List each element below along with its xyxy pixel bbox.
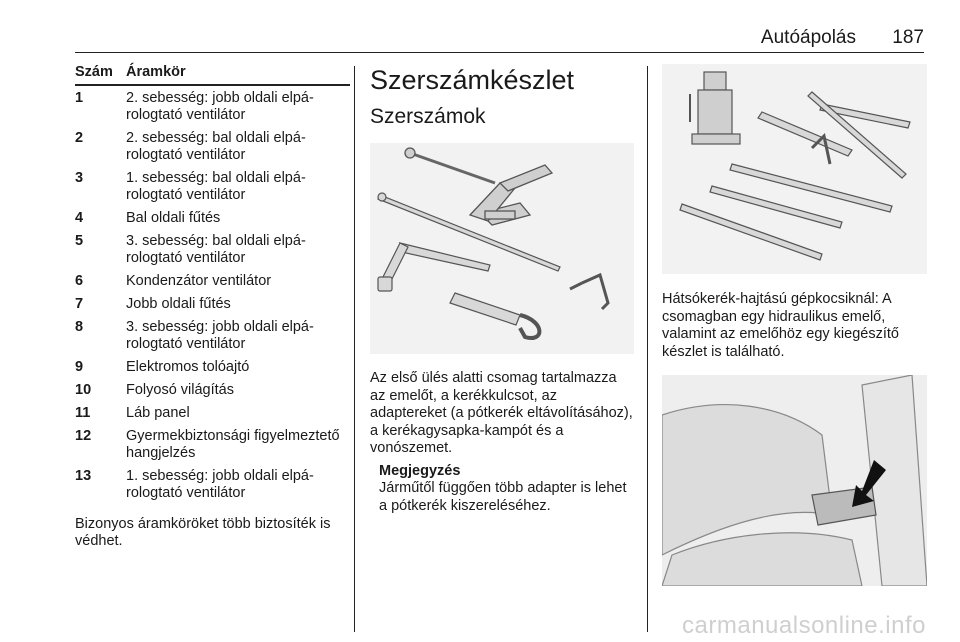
- seat-storage-illustration: [662, 375, 927, 586]
- section-subheading: Szerszámok: [370, 105, 486, 128]
- table-row: [75, 424, 350, 464]
- column-divider: [647, 66, 648, 632]
- table-row: [75, 206, 350, 229]
- page-number: 187: [892, 27, 924, 48]
- fuse-number: 13: [75, 468, 92, 484]
- fuse-number: 1: [75, 90, 84, 106]
- table-row: [75, 86, 350, 126]
- hydraulic-jack-kit-illustration: [662, 64, 927, 274]
- fuse-number: 5: [75, 233, 84, 249]
- column-header-circuit: Áramkör: [126, 64, 186, 80]
- table-row: [75, 126, 350, 166]
- adapter-icon: [450, 293, 539, 338]
- table-row: [75, 229, 350, 269]
- fuse-circuit: 2. sebesség: jobb oldali elpárologtató ventilátor: [126, 90, 314, 123]
- fuse-number: 9: [75, 359, 84, 375]
- fuse-table: [75, 64, 350, 550]
- seat-icon: [662, 375, 927, 586]
- wheel-wrench-icon: [378, 243, 490, 291]
- toolkit-body: Az első ülés alatti csomag tartalmazza az emelőt, a kerékkulcsot, az adaptereket (a pótkerék eltávolításához), a kerékagysapka-kampót és a vonószemet.: [370, 370, 633, 456]
- tools-illustration: [370, 143, 634, 354]
- fuse-circuit: Jobb oldali fűtés: [126, 296, 231, 312]
- table-row: [75, 269, 350, 292]
- note-box: [379, 463, 634, 516]
- fuse-circuit: Folyosó világítás: [126, 382, 234, 398]
- section-heading: Szerszámkészlet: [370, 65, 575, 95]
- fuse-circuit: 3. sebesség: jobb oldali elpárologtató ventilátor: [126, 319, 314, 352]
- toolkit-section: [370, 64, 634, 515]
- note-body: Járműtől függően több adapter is lehet a pótkerék kiszereléséhez.: [379, 480, 627, 514]
- rwd-section: [662, 64, 927, 586]
- fuse-number: 8: [75, 319, 84, 335]
- fuse-number: 12: [75, 428, 92, 444]
- header-title: Autóápolás: [760, 27, 856, 48]
- jack-handle-icon: [758, 92, 910, 178]
- fuse-number: 2: [75, 130, 84, 146]
- fuse-number: 4: [75, 210, 84, 226]
- fuse-circuit: Gyermekbiztonsági figyelmeztető hangjelzés: [126, 428, 340, 461]
- fuse-circuit: Láb panel: [126, 405, 190, 421]
- table-row: [75, 464, 350, 504]
- fuse-circuit: 3. sebesség: bal oldali elpárologtató ventilátor: [126, 233, 306, 266]
- table-row: [75, 166, 350, 206]
- table-row: [75, 401, 350, 424]
- table-row: [75, 292, 350, 315]
- fuse-circuit: 2. sebesség: bal oldali elpárologtató ventilátor: [126, 130, 306, 163]
- fuse-circuit: Elektromos tolóajtó: [126, 359, 250, 375]
- fuse-table-header: [75, 64, 350, 86]
- table-row: [75, 315, 350, 355]
- fuse-table-body: [75, 86, 350, 504]
- fuse-number: 7: [75, 296, 84, 312]
- table-row: [75, 355, 350, 378]
- watermark: carmanualsonline.info: [682, 612, 926, 639]
- rwd-body: Hátsókerék-hajtású gépkocsiknál: A csomagban egy hidraulikus emelő, valamint az emelőhöz egy kiegészítő készlet is található.: [662, 291, 899, 360]
- extension-rods-icon: [680, 164, 892, 260]
- fuse-circuit: 1. sebesség: bal oldali elpárologtató ventilátor: [126, 170, 306, 203]
- note-title: Megjegyzés: [379, 462, 461, 479]
- fuse-circuit: 1. sebesség: jobb oldali elpárologtató ventilátor: [126, 468, 314, 501]
- fuse-circuit: Bal oldali fűtés: [126, 210, 221, 226]
- table-row: [75, 378, 350, 401]
- fuse-number: 11: [75, 405, 91, 421]
- column-header-number: Szám: [75, 64, 113, 80]
- fuse-number: 10: [75, 382, 92, 398]
- fuse-circuit: Kondenzátor ventilátor: [126, 273, 272, 289]
- hydraulic-jack-icon: [690, 72, 740, 144]
- fuse-footnote: Bizonyos áramköröket több biztosíték is védhet.: [75, 516, 331, 549]
- hub-cap-hook-icon: [570, 275, 608, 309]
- fuse-number: 6: [75, 273, 84, 289]
- column-divider: [354, 66, 355, 632]
- header-rule: [75, 52, 924, 53]
- fuse-number: 3: [75, 170, 84, 186]
